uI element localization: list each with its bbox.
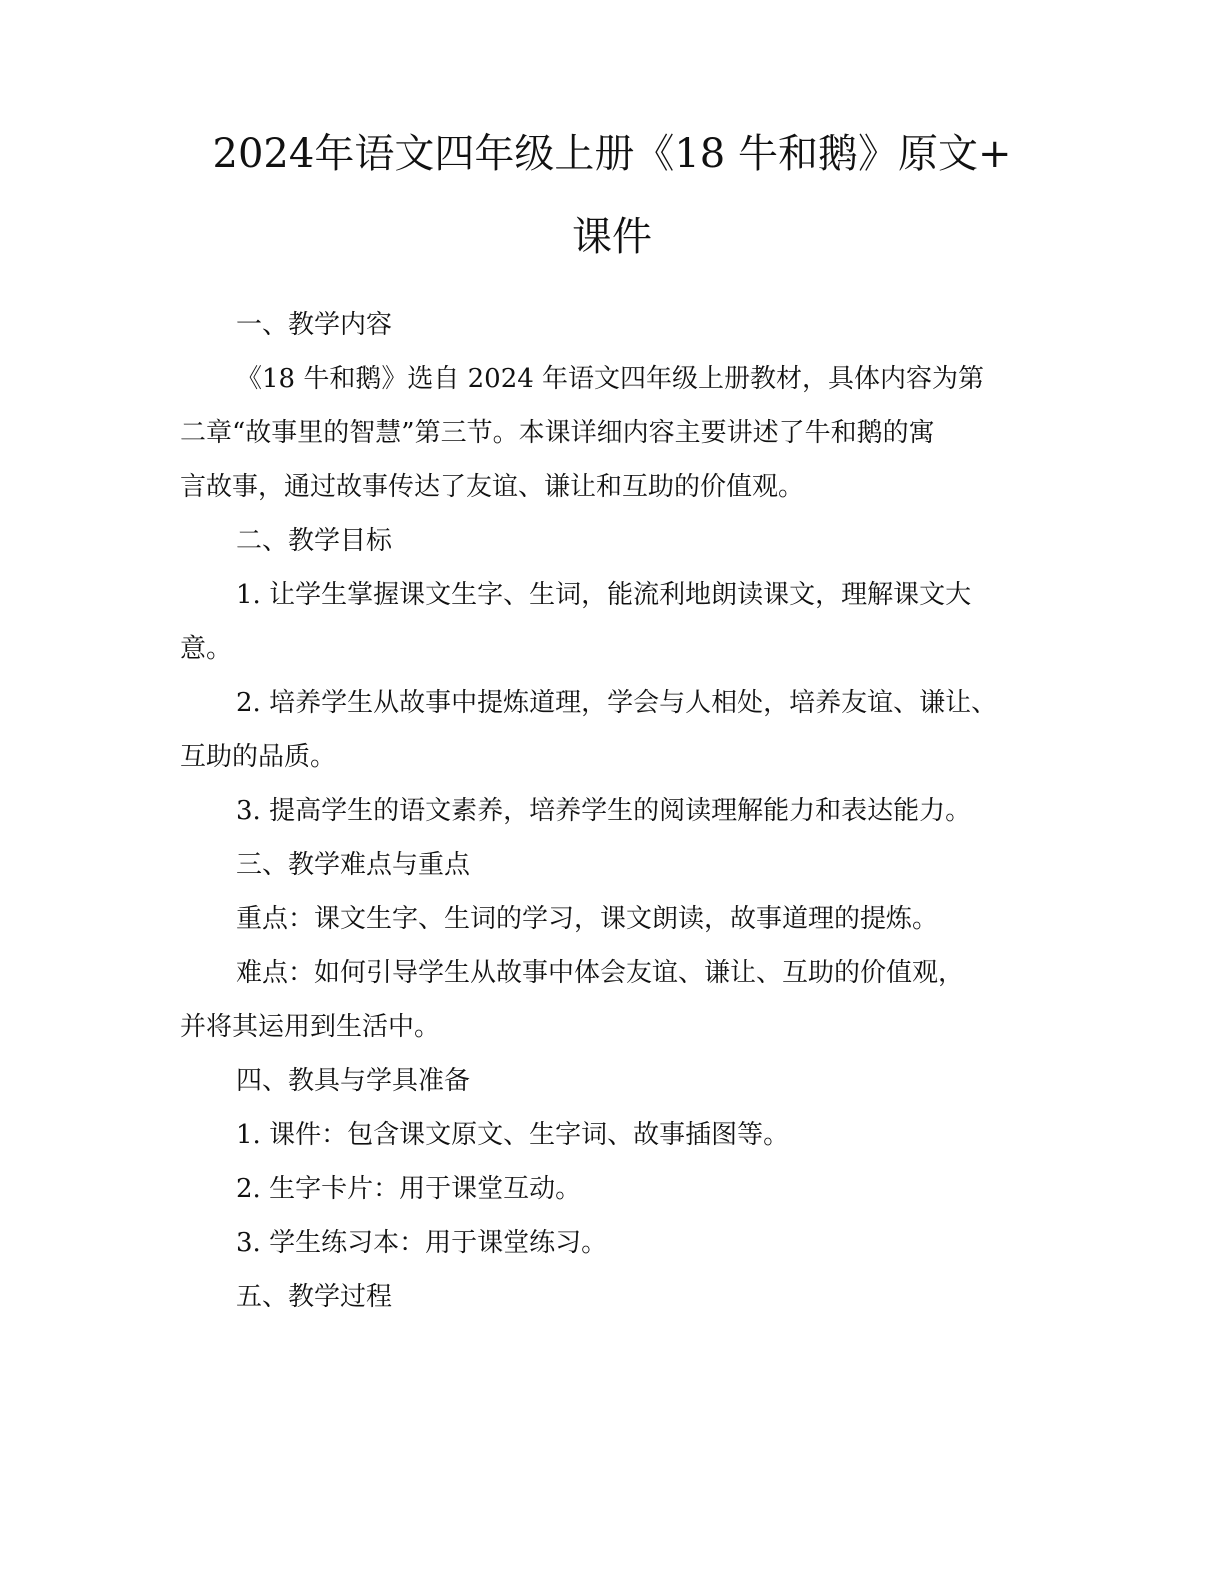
section-heading-teaching-content: 一、教学内容: [236, 310, 393, 340]
list-item-line: 1. 课件：包含课文原文、生字词、故事插图等。: [236, 1120, 790, 1150]
section-heading-materials: 四、教具与学具准备: [236, 1066, 471, 1096]
paragraph-line: 并将其运用到生活中。: [180, 1012, 441, 1042]
section-heading-difficulties: 三、教学难点与重点: [236, 850, 471, 880]
paragraph-line: 重点：课文生字、生词的学习，课文朗读，故事道理的提炼。: [236, 904, 939, 934]
list-item-line: 3. 提高学生的语文素养，培养学生的阅读理解能力和表达能力。: [236, 796, 972, 826]
document-title-line-2: 课件: [572, 214, 652, 260]
paragraph-line: 《18 牛和鹅》选自 2024 年语文四年级上册教材，具体内容为第: [236, 364, 985, 394]
list-item-line: 3. 学生练习本：用于课堂练习。: [236, 1228, 608, 1258]
section-heading-process: 五、教学过程: [236, 1282, 393, 1312]
list-item-line: 互助的品质。: [180, 742, 337, 772]
paragraph-line: 二章“故事里的智慧”第三节。本课详细内容主要讲述了牛和鹅的寓: [180, 418, 935, 448]
section-heading-teaching-goals: 二、教学目标: [236, 526, 393, 556]
list-item-line: 意。: [180, 634, 233, 664]
list-item-line: 2. 培养学生从故事中提炼道理，学会与人相处，培养友谊、谦让、: [236, 688, 998, 718]
list-item-line: 1. 让学生掌握课文生字、生词，能流利地朗读课文，理解课文大: [236, 580, 972, 610]
list-item-line: 2. 生字卡片：用于课堂互动。: [236, 1174, 582, 1204]
paragraph-line: 言故事，通过故事传达了友谊、谦让和互助的价值观。: [180, 472, 805, 502]
paragraph-line: 难点：如何引导学生从故事中体会友谊、谦让、互助的价值观，: [236, 958, 965, 988]
document-title-line-1: 2024年语文四年级上册《18 牛和鹅》原文+: [212, 131, 1012, 177]
